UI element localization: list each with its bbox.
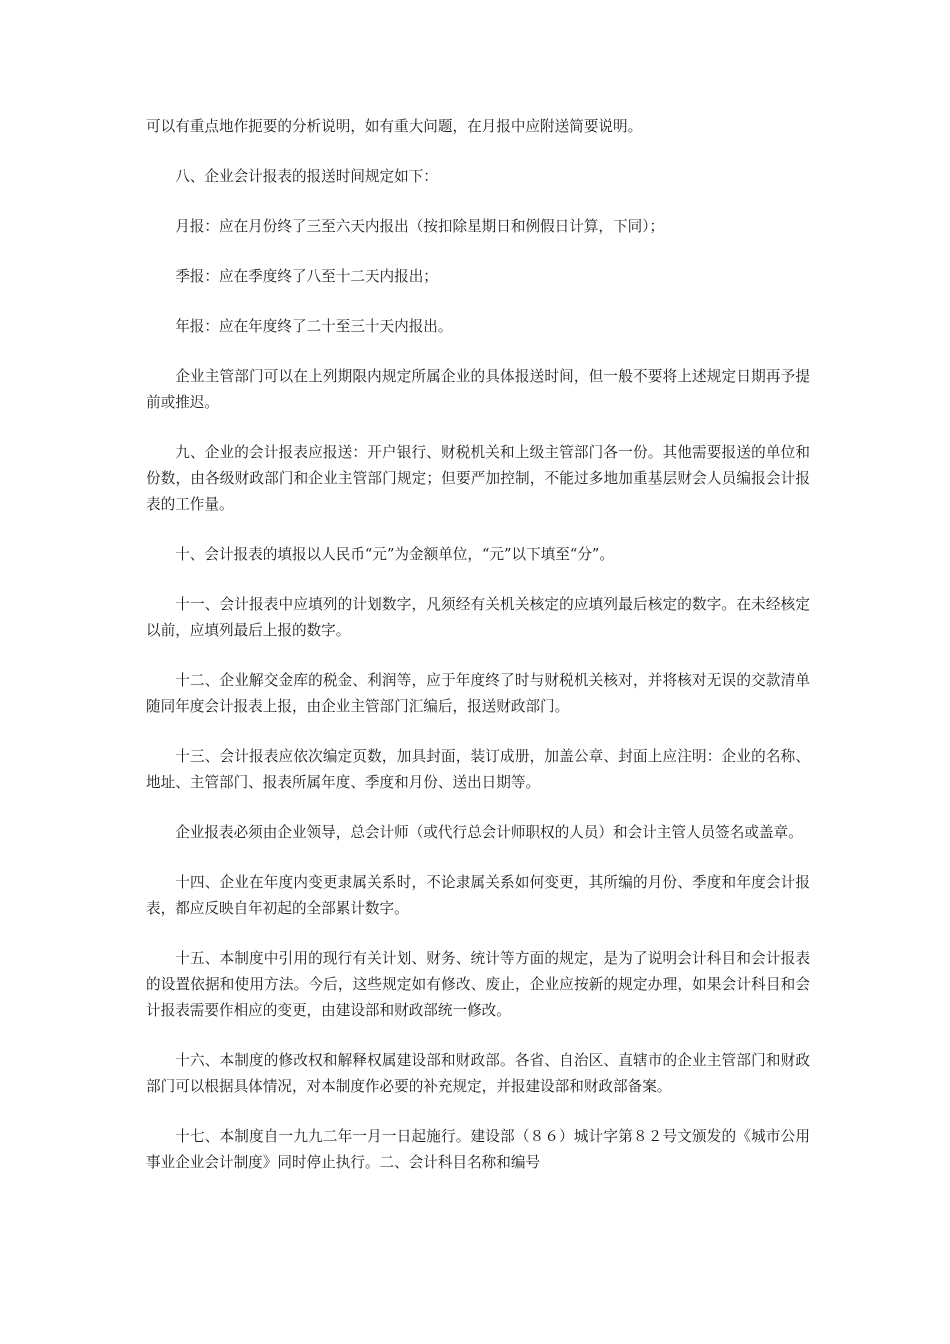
paragraph-item-14: 十四、企业在年度内变更隶属关系时，不论隶属关系如何变更，其所编的月份、季度和年度会计报表，都应反映自年初起的全部累计数字。 (146, 874, 810, 917)
paragraph-item-16: 十六、本制度的修改权和解释权属建设部和财政部。各省、自治区、直辖市的企业主管部门和财政部门可以根据具体情况，对本制度作必要的补充规定，并报建设部和财政部备案。 (146, 1052, 810, 1095)
paragraph-item-12: 十二、企业解交金库的税金、利润等，应于年度终了时与财税机关核对，并将核对无误的交款清单随同年度会计报表上报，由企业主管部门汇编后，报送财政部门。 (146, 672, 810, 715)
paragraph-item-15: 十五、本制度中引用的现行有关计划、财务、统计等方面的规定，是为了说明会计科目和会计报表的设置依据和使用方法。今后，这些规定如有修改、废止，企业应按新的规定办理，如果会计科目和会计报表需要作相应的变更，由建设部和财政部统一修改。 (146, 950, 810, 1019)
paragraph-item-8: 八、企业会计报表的报送时间规定如下： (175, 168, 438, 185)
paragraph-item-17: 十七、本制度自一九九二年一月一日起施行。建设部（８６）城计字第８２号文颁发的《城市公用事业企业会计制度》同时停止执行。二、会计科目名称和编号 (146, 1128, 810, 1171)
paragraph-annual-report: 年报：应在年度终了二十至三十天内报出。 (175, 318, 453, 335)
paragraph-continuation: 可以有重点地作扼要的分析说明，如有重大问题，在月报中应附送简要说明。 (146, 118, 643, 135)
paragraph-item-10: 十、会计报表的填报以人民币“元”为金额单位，“元”以下填至“分”。 (175, 546, 614, 563)
paragraph-signature-rule: 企业报表必须由企业领导，总会计师（或代行总会计师职权的人员）和会计主管人员签名或盖章。 (175, 824, 803, 841)
paragraph-quarterly-report: 季报：应在季度终了八至十二天内报出； (175, 268, 438, 285)
document-body (146, 114, 810, 1200)
paragraph-supervisor-schedule: 企业主管部门可以在上列期限内规定所属企业的具体报送时间，但一般不要将上述规定日期再予提前或推迟。 (146, 368, 810, 411)
paragraph-monthly-report: 月报：应在月份终了三至六天内报出（按扣除星期日和例假日计算，下同）； (175, 218, 665, 235)
paragraph-item-11: 十一、会计报表中应填列的计划数字，凡须经有关机关核定的应填列最后核定的数字。在未经核定以前，应填列最后上报的数字。 (146, 596, 810, 639)
paragraph-item-9: 九、企业的会计报表应报送：开户银行、财税机关和上级主管部门各一份。其他需要报送的单位和份数，由各级财政部门和企业主管部门规定；但要严加控制，不能过多地加重基层财会人员编报会计报表的工作量。 (146, 444, 810, 513)
paragraph-item-13: 十三、会计报表应依次编定页数，加具封面，装订成册，加盖公章、封面上应注明：企业的名称、地址、主管部门、报表所属年度、季度和月份、送出日期等。 (146, 748, 810, 791)
